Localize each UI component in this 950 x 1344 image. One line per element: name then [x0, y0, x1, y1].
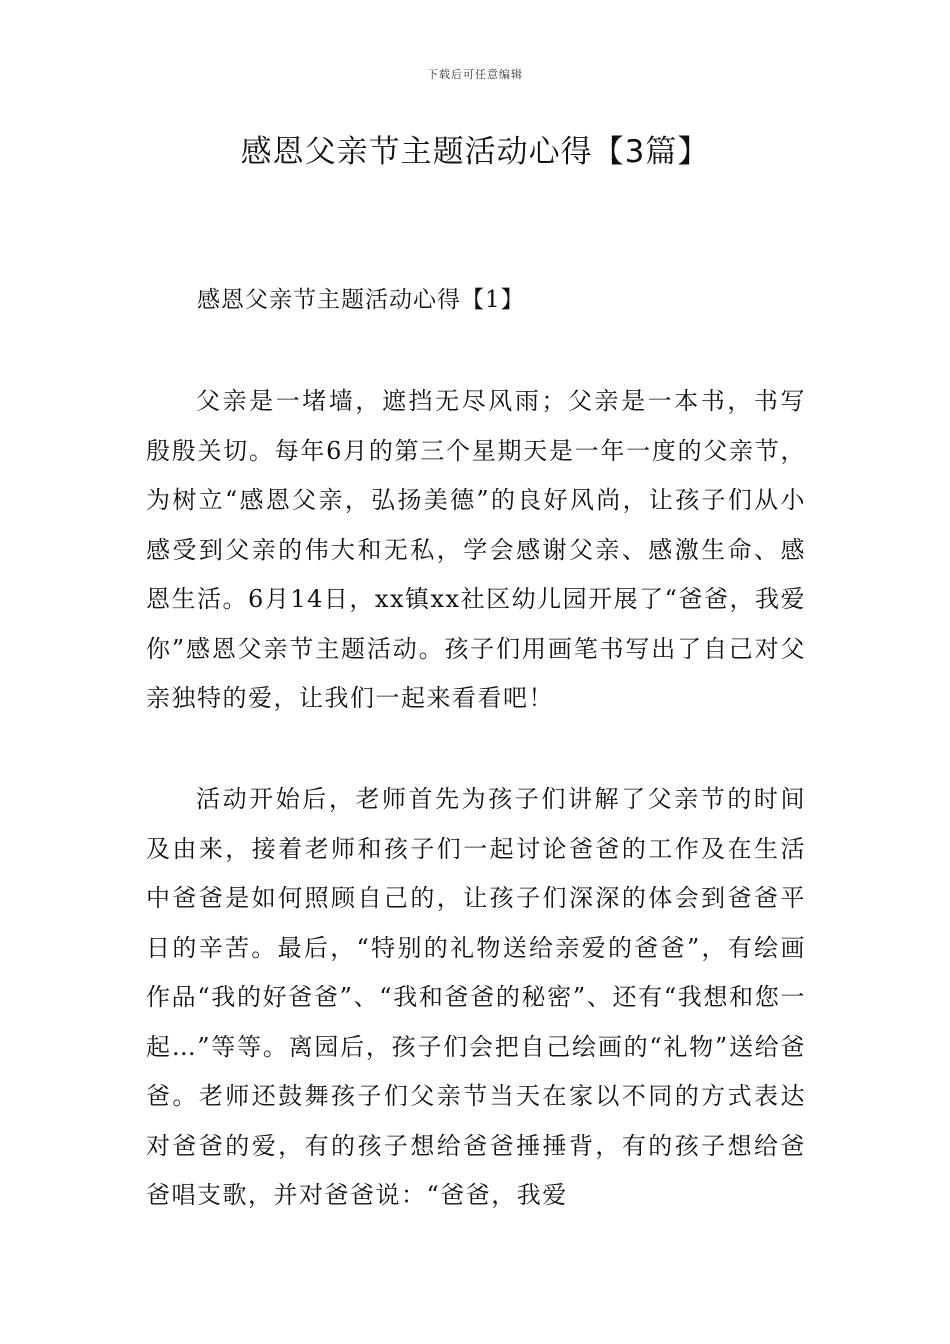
- paragraph: 活动开始后，老师首先为孩子们讲解了父亲节的时间及由来，接着老师和孩子们一起讨论爸爸的工作及在生活中爸爸是如何照顾自己的，让孩子们深深的体会到爸爸平日的辛苦。最后，“特别的礼物送给亲爱的爸爸”，有绘画作品“我的好爸爸”、“我和爸爸的秘密”、还有“我想和您一起…”等等。离园后，孩子们会把自己绘画的“礼物”送给爸爸。老师还鼓舞孩子们父亲节当天在家以不同的方式表达对爸爸的爱，有的孩子想给爸爸捶捶背，有的孩子想给爸爸唱支歌，并对爸爸说：“爸爸，我爱: [146, 785, 806, 1209]
- section-heading: 感恩父亲节主题活动心得【1】: [197, 287, 525, 313]
- paragraph-block: [146, 775, 806, 1221]
- paragraph-block: [146, 377, 806, 724]
- header-note: 下载后可任意编辑: [427, 68, 523, 81]
- paragraph: 父亲是一堵墙，遮挡无尽风雨；父亲是一本书，书写殷殷关切。每年6月的第三个星期天是一年一度的父亲节，为树立“感恩父亲，弘扬美德”的良好风尚，让孩子们从小感受到父亲的伟大和无私，学会感谢父亲、感激生命、感恩生活。6月14日，xx镇xx社区幼儿园开展了“爸爸，我爱你”感恩父亲节主题活动。孩子们用画笔书写出了自己对父亲独特的爱，让我们一起来看看吧！: [146, 387, 806, 712]
- document-title: 感恩父亲节主题活动心得【3篇】: [240, 134, 710, 170]
